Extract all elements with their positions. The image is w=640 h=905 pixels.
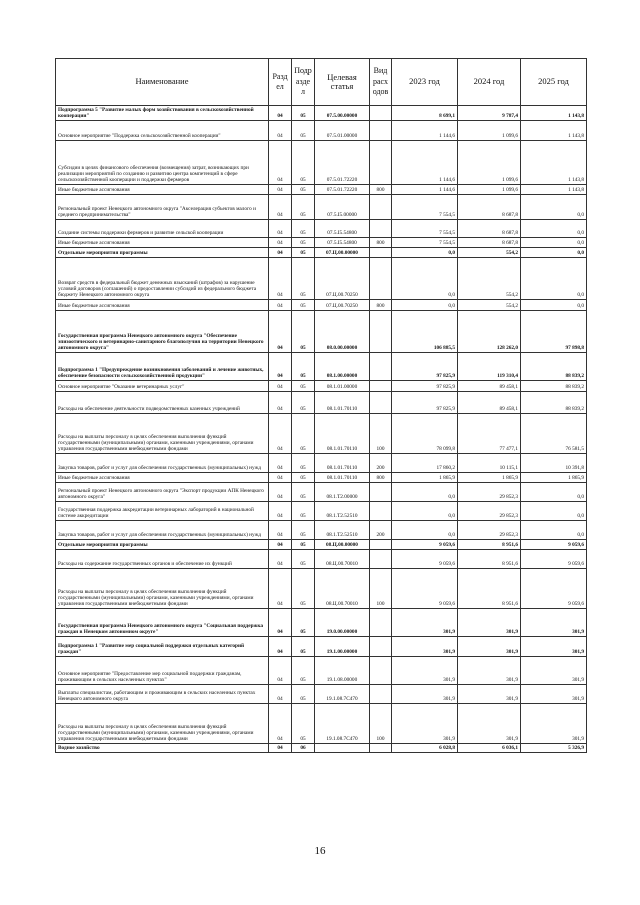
cell-target-article: 07.5.01.00000 [315, 121, 370, 141]
cell-2024: 301,9 [458, 685, 521, 704]
table-row [56, 637, 587, 657]
table-row [56, 540, 587, 550]
cell-2024: 9 787,4 [458, 106, 521, 121]
cell-section: 04 [269, 311, 292, 353]
table-row [56, 473, 587, 483]
cell-section: 04 [269, 353, 292, 381]
cell-2023: 0,0 [392, 258, 458, 300]
cell-subsection: 05 [292, 483, 315, 502]
cell-target-article: 08.1.T2.00000 [315, 483, 370, 502]
cell-2024: 119 310,4 [458, 353, 521, 381]
table-row [56, 238, 587, 248]
cell-2023: 1 144,6 [392, 121, 458, 141]
cell-section: 04 [269, 220, 292, 238]
cell-section: 04 [269, 381, 292, 392]
cell-2024: 301,9 [458, 657, 521, 685]
cell-target-article: 07.5.I5.54800 [315, 220, 370, 238]
cell-2023: 301,9 [392, 685, 458, 704]
cell-2025: 0,0 [521, 220, 587, 238]
cell-subsection: 05 [292, 550, 315, 569]
cell-expense-type: 800 [370, 238, 392, 248]
cell-expense-type [370, 311, 392, 353]
cell-target-article: 19.1.08.7C470 [315, 685, 370, 704]
table-row [56, 311, 587, 353]
table-row [56, 704, 587, 744]
cell-name: Региональный проект Ненецкого автономного округа "Экспорт продукции АПК Ненецкого автономного округа" [56, 483, 269, 502]
cell-section: 04 [269, 521, 292, 540]
cell-2024: 29 852,3 [458, 521, 521, 540]
cell-subsection: 05 [292, 685, 315, 704]
cell-2025: 0,0 [521, 521, 587, 540]
cell-2023: 1 144,6 [392, 185, 458, 195]
cell-expense-type [370, 609, 392, 637]
cell-section: 04 [269, 657, 292, 685]
cell-expense-type [370, 744, 392, 753]
cell-2024: 89 458,1 [458, 392, 521, 414]
cell-name: Иные бюджетные ассигнования [56, 185, 269, 195]
cell-expense-type [370, 637, 392, 657]
cell-expense-type [370, 381, 392, 392]
cell-name: Иные бюджетные ассигнования [56, 300, 269, 311]
cell-2024: 301,9 [458, 704, 521, 744]
cell-subsection: 05 [292, 609, 315, 637]
header-2025: 2025 год [521, 59, 587, 106]
table-row [56, 106, 587, 121]
cell-2023: 9 059,6 [392, 550, 458, 569]
cell-expense-type [370, 106, 392, 121]
table-row [56, 657, 587, 685]
cell-subsection: 05 [292, 381, 315, 392]
cell-2025: 301,9 [521, 637, 587, 657]
cell-expense-type [370, 248, 392, 258]
cell-2025: 10 391,8 [521, 454, 587, 473]
cell-subsection: 05 [292, 502, 315, 521]
cell-2024: 29 852,3 [458, 502, 521, 521]
cell-2024: 6 036,1 [458, 744, 521, 753]
cell-target-article: 08.1.01.70110 [315, 414, 370, 454]
cell-2024: 8 687,8 [458, 238, 521, 248]
table-row [56, 220, 587, 238]
cell-name: Отдельные мероприятия программы [56, 540, 269, 550]
cell-target-article [315, 744, 370, 753]
cell-2025: 9 059,6 [521, 540, 587, 550]
cell-name: Расходы на выплаты персоналу в целях обеспечения выполнения функций государственными (муниципальными) органами, казенными учреждениями, органами управления государственными внебюджетными фондами [56, 414, 269, 454]
cell-name: Государственная программа Ненецкого автономного округа "Обеспечение эпизоотического и ветеринарно-санитарного благополучия на территории Ненецкого автономного округа" [56, 311, 269, 353]
table-row [56, 141, 587, 185]
cell-2024: 29 852,3 [458, 483, 521, 502]
cell-2025: 0,0 [521, 502, 587, 521]
cell-target-article: 19.0.00.00000 [315, 609, 370, 637]
cell-subsection: 05 [292, 353, 315, 381]
table-row [56, 185, 587, 195]
cell-section: 04 [269, 238, 292, 248]
cell-target-article: 07.Ц.00.70250 [315, 300, 370, 311]
cell-expense-type [370, 353, 392, 381]
cell-2025: 0,0 [521, 248, 587, 258]
table-row [56, 569, 587, 609]
cell-2024: 554,2 [458, 258, 521, 300]
cell-subsection: 05 [292, 657, 315, 685]
cell-2023: 6 028,8 [392, 744, 458, 753]
cell-target-article: 08.1.01.70110 [315, 473, 370, 483]
cell-target-article: 07.5.00.00000 [315, 106, 370, 121]
cell-2024: 1 099,6 [458, 185, 521, 195]
cell-target-article: 08.1.00.00000 [315, 353, 370, 381]
cell-target-article: 08.1.01.70110 [315, 392, 370, 414]
cell-section: 04 [269, 704, 292, 744]
cell-2023: 9 059,6 [392, 540, 458, 550]
cell-expense-type [370, 685, 392, 704]
cell-section: 04 [269, 258, 292, 300]
cell-2025: 301,9 [521, 704, 587, 744]
cell-target-article: 07.Ц.00.00000 [315, 248, 370, 258]
cell-2025: 88 839,2 [521, 353, 587, 381]
cell-expense-type [370, 258, 392, 300]
cell-2024: 1 865,9 [458, 473, 521, 483]
cell-subsection: 05 [292, 414, 315, 454]
cell-target-article: 07.5.01.72220 [315, 141, 370, 185]
cell-target-article: 07.5.I5.00000 [315, 195, 370, 220]
cell-name: Расходы на обеспечение деятельности подведомственных казенных учреждений [56, 392, 269, 414]
cell-2023: 0,0 [392, 521, 458, 540]
table-row [56, 353, 587, 381]
cell-subsection: 05 [292, 121, 315, 141]
cell-name: Основное мероприятие "Оказание ветеринарных услуг" [56, 381, 269, 392]
table-row [56, 483, 587, 502]
cell-subsection: 05 [292, 473, 315, 483]
cell-expense-type [370, 550, 392, 569]
cell-2024: 128 262,0 [458, 311, 521, 353]
cell-2025: 301,9 [521, 685, 587, 704]
cell-2025: 1 143,8 [521, 106, 587, 121]
cell-section: 04 [269, 569, 292, 609]
cell-2025: 76 581,5 [521, 414, 587, 454]
cell-section: 04 [269, 392, 292, 414]
cell-name: Иные бюджетные ассигнования [56, 238, 269, 248]
cell-2024: 554,2 [458, 248, 521, 258]
cell-2025: 88 839,2 [521, 381, 587, 392]
cell-subsection: 05 [292, 392, 315, 414]
cell-target-article: 07.Ц.00.70250 [315, 258, 370, 300]
cell-name: Водное хозяйство [56, 744, 269, 753]
cell-2024: 8 687,8 [458, 220, 521, 238]
table-row [56, 502, 587, 521]
cell-subsection: 05 [292, 185, 315, 195]
cell-section: 04 [269, 414, 292, 454]
cell-name: Региональный проект Ненецкого автономного округа "Акселерация субъектов малого и среднего предпринимательства" [56, 195, 269, 220]
cell-section: 04 [269, 248, 292, 258]
cell-2023: 301,9 [392, 704, 458, 744]
cell-subsection: 05 [292, 454, 315, 473]
cell-2023: 17 860,2 [392, 454, 458, 473]
cell-subsection: 05 [292, 704, 315, 744]
cell-name: Выплаты специалистам, работающим и проживающим в сельских населенных пунктах Ненецкого автономного округа [56, 685, 269, 704]
cell-subsection: 05 [292, 637, 315, 657]
cell-name: Расходы на содержание государственных органов и обеспечение их функций [56, 550, 269, 569]
cell-subsection: 05 [292, 141, 315, 185]
cell-2025: 1 143,8 [521, 185, 587, 195]
table-row [56, 258, 587, 300]
table-row [56, 521, 587, 540]
cell-expense-type [370, 483, 392, 502]
cell-target-article: 08.Ц.00.70010 [315, 569, 370, 609]
cell-2023: 7 554,5 [392, 238, 458, 248]
cell-target-article: 08.Ц.00.70010 [315, 550, 370, 569]
table-row [56, 381, 587, 392]
table-row [56, 195, 587, 220]
cell-expense-type [370, 540, 392, 550]
cell-expense-type: 100 [370, 704, 392, 744]
cell-expense-type [370, 502, 392, 521]
cell-section: 04 [269, 609, 292, 637]
cell-2023: 7 554,5 [392, 220, 458, 238]
cell-2024: 554,2 [458, 300, 521, 311]
cell-target-article: 19.1.00.00000 [315, 637, 370, 657]
cell-2025: 301,9 [521, 657, 587, 685]
cell-2025: 88 839,2 [521, 392, 587, 414]
cell-2025: 9 059,6 [521, 569, 587, 609]
cell-target-article: 08.Ц.00.00000 [315, 540, 370, 550]
cell-2023: 301,9 [392, 657, 458, 685]
table-row [56, 392, 587, 414]
cell-section: 04 [269, 195, 292, 220]
cell-expense-type: 200 [370, 521, 392, 540]
cell-name: Отдельные мероприятия программы [56, 248, 269, 258]
cell-subsection: 05 [292, 220, 315, 238]
cell-section: 04 [269, 483, 292, 502]
cell-subsection: 05 [292, 521, 315, 540]
table-row [56, 121, 587, 141]
cell-name: Основное мероприятие "Поддержка сельскохозяйственной кооперации" [56, 121, 269, 141]
cell-2024: 8 951,6 [458, 550, 521, 569]
cell-target-article: 07.5.01.72220 [315, 185, 370, 195]
cell-section: 04 [269, 141, 292, 185]
cell-2024: 301,9 [458, 637, 521, 657]
table-body [56, 106, 587, 753]
cell-target-article: 19.1.08.7C470 [315, 704, 370, 744]
cell-subsection: 05 [292, 311, 315, 353]
cell-2025: 0,0 [521, 238, 587, 248]
cell-2023: 78 099,8 [392, 414, 458, 454]
cell-2025: 9 059,6 [521, 550, 587, 569]
cell-2025: 301,9 [521, 609, 587, 637]
cell-2023: 106 885,5 [392, 311, 458, 353]
cell-name: Расходы на выплаты персоналу в целях обеспечения выполнения функций государственными (муниципальными) органами, казенными учреждениями, органами управления государственными внебюджетными фондами [56, 704, 269, 744]
table-row [56, 454, 587, 473]
cell-2023: 97 825,9 [392, 381, 458, 392]
cell-expense-type: 100 [370, 414, 392, 454]
cell-section: 04 [269, 185, 292, 195]
cell-2023: 0,0 [392, 483, 458, 502]
cell-name: Основное мероприятие "Предоставление мер социальной поддержки гражданам, проживающим в сельских населенных пунктах" [56, 657, 269, 685]
cell-2024: 8 951,6 [458, 540, 521, 550]
cell-target-article: 08.1.01.00000 [315, 381, 370, 392]
table-row [56, 744, 587, 753]
budget-table [55, 58, 587, 753]
cell-name: Подпрограмма 5 "Развитие малых форм хозяйствования в сельскохозяйственной кооперации" [56, 106, 269, 121]
table-row [56, 248, 587, 258]
cell-expense-type: 800 [370, 473, 392, 483]
cell-name: Расходы на выплаты персоналу в целях обеспечения выполнения функций государственными (муниципальными) органами, казенными учреждениями, органами управления государственными внебюджетными фондами [56, 569, 269, 609]
cell-name: Иные бюджетные ассигнования [56, 473, 269, 483]
cell-2025: 5 326,9 [521, 744, 587, 753]
cell-subsection: 05 [292, 540, 315, 550]
cell-section: 04 [269, 550, 292, 569]
cell-2023: 97 825,9 [392, 353, 458, 381]
cell-section: 04 [269, 121, 292, 141]
cell-section: 04 [269, 540, 292, 550]
cell-expense-type [370, 657, 392, 685]
cell-target-article: 19.1.08.00000 [315, 657, 370, 685]
cell-section: 04 [269, 454, 292, 473]
cell-target-article: 08.0.00.00000 [315, 311, 370, 353]
cell-2025: 0,0 [521, 300, 587, 311]
cell-2025: 0,0 [521, 195, 587, 220]
cell-2023: 0,0 [392, 300, 458, 311]
cell-name: Создание системы поддержки фермеров и развитие сельской кооперации [56, 220, 269, 238]
cell-2023: 9 059,6 [392, 569, 458, 609]
cell-2024: 10 115,1 [458, 454, 521, 473]
cell-2024: 8 687,8 [458, 195, 521, 220]
header-2024: 2024 год [458, 59, 521, 106]
table-row [56, 550, 587, 569]
cell-2023: 7 554,5 [392, 195, 458, 220]
cell-target-article: 08.1.T2.52510 [315, 502, 370, 521]
cell-name: Возврат средств в федеральный бюджет денежных взысканий (штрафов) за нарушение условий договоров (соглашений) о предоставлении субсидий из федерального бюджета бюджету Ненецкого автономного округа [56, 258, 269, 300]
cell-expense-type [370, 220, 392, 238]
cell-expense-type [370, 121, 392, 141]
header-row [56, 59, 587, 106]
table-row [56, 685, 587, 704]
cell-subsection: 05 [292, 300, 315, 311]
cell-name: Закупка товаров, работ и услуг для обеспечения государственных (муниципальных) нужд [56, 454, 269, 473]
cell-subsection: 05 [292, 238, 315, 248]
table-row [56, 300, 587, 311]
cell-2023: 97 825,9 [392, 392, 458, 414]
cell-section: 04 [269, 300, 292, 311]
cell-expense-type: 100 [370, 569, 392, 609]
cell-2025: 1 143,8 [521, 121, 587, 141]
cell-subsection: 05 [292, 195, 315, 220]
header-section: Разд ел [269, 59, 292, 106]
cell-2025: 1 143,8 [521, 141, 587, 185]
cell-2024: 1 099,6 [458, 121, 521, 141]
cell-2024: 8 951,6 [458, 569, 521, 609]
cell-expense-type [370, 392, 392, 414]
cell-2023: 0,0 [392, 248, 458, 258]
header-name: Наименование [56, 59, 269, 106]
cell-subsection: 05 [292, 106, 315, 121]
cell-2023: 301,9 [392, 609, 458, 637]
cell-2024: 89 458,1 [458, 381, 521, 392]
cell-name: Закупка товаров, работ и услуг для обеспечения государственных (муниципальных) нужд [56, 521, 269, 540]
header-subsection: Подр азде л [292, 59, 315, 106]
cell-2023: 1 865,9 [392, 473, 458, 483]
cell-name: Субсидии в целях финансового обеспечения (возмещения) затрат, возникающих при реализации мероприятий по созданию и развитию центра компетенций в сфере сельскохозяйственной кооперации и поддержки фермеров [56, 141, 269, 185]
cell-2024: 301,9 [458, 609, 521, 637]
cell-section: 04 [269, 106, 292, 121]
cell-target-article: 08.1.01.70110 [315, 454, 370, 473]
budget-table-container [55, 58, 586, 753]
page-number: 16 [314, 845, 326, 857]
cell-section: 04 [269, 502, 292, 521]
cell-section: 04 [269, 637, 292, 657]
cell-subsection: 05 [292, 258, 315, 300]
cell-subsection: 05 [292, 569, 315, 609]
cell-subsection: 06 [292, 744, 315, 753]
cell-2023: 8 699,1 [392, 106, 458, 121]
cell-2024: 77 477,1 [458, 414, 521, 454]
cell-expense-type: 800 [370, 185, 392, 195]
cell-2024: 1 099,6 [458, 141, 521, 185]
cell-expense-type [370, 141, 392, 185]
cell-expense-type: 200 [370, 454, 392, 473]
cell-2025: 0,0 [521, 258, 587, 300]
header-2023: 2023 год [392, 59, 458, 106]
cell-2023: 0,0 [392, 502, 458, 521]
cell-section: 04 [269, 473, 292, 483]
cell-2025: 0,0 [521, 483, 587, 502]
cell-2025: 97 898,8 [521, 311, 587, 353]
cell-target-article: 08.1.T2.52510 [315, 521, 370, 540]
header-target-article: Целевая статья [315, 59, 370, 106]
cell-subsection: 05 [292, 248, 315, 258]
table-row [56, 414, 587, 454]
cell-target-article: 07.5.I5.54800 [315, 238, 370, 248]
table-row [56, 609, 587, 637]
cell-section: 04 [269, 685, 292, 704]
cell-section: 04 [269, 744, 292, 753]
cell-2023: 301,9 [392, 637, 458, 657]
cell-name: Государственная поддержка аккредитации ветеринарных лабораторий в национальной системе аккредитации [56, 502, 269, 521]
cell-name: Государственная программа Ненецкого автономного округа "Социальная поддержка граждан в Ненецком автономном округе" [56, 609, 269, 637]
cell-expense-type [370, 195, 392, 220]
cell-name: Подпрограмма 1 "Развитие мер социальной поддержки отдельных категорий граждан" [56, 637, 269, 657]
header-expense-type: Вид расх одов [370, 59, 392, 106]
cell-2025: 1 865,9 [521, 473, 587, 483]
cell-name: Подпрограмма 1 "Предупреждение возникновения заболеваний и лечение животных, обеспечение безопасности сельскохозяйственной продукции" [56, 353, 269, 381]
cell-2023: 1 144,6 [392, 141, 458, 185]
cell-expense-type: 800 [370, 300, 392, 311]
